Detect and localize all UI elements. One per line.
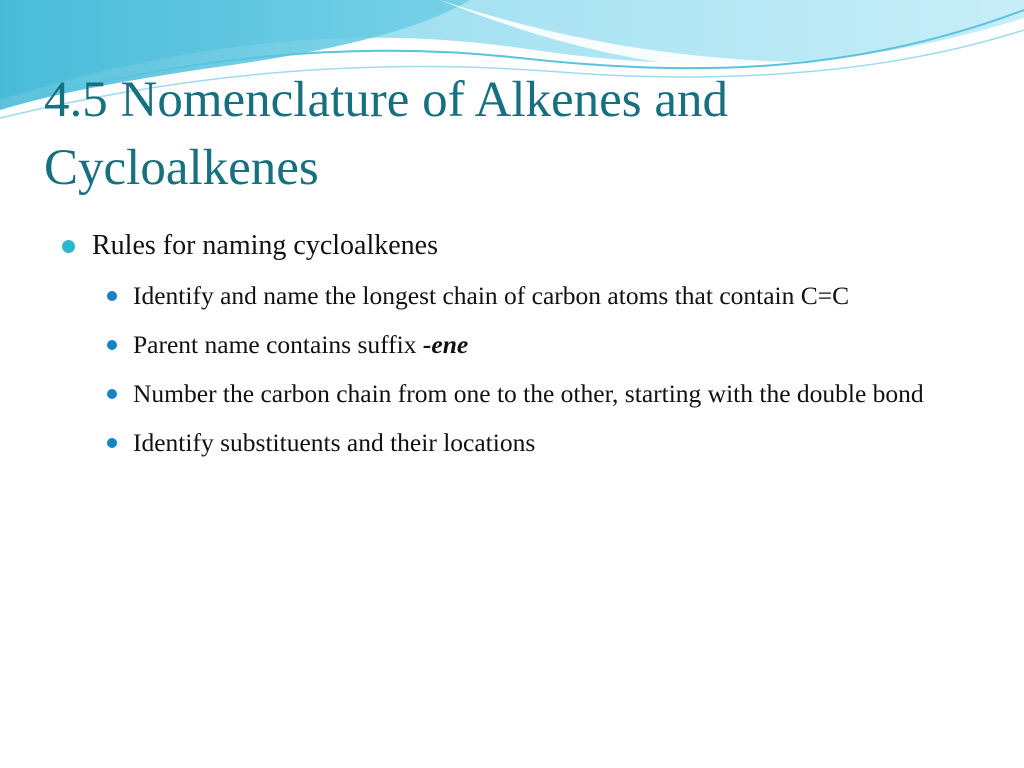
suffix-emphasis: -ene xyxy=(422,330,469,359)
bullet-dot-icon xyxy=(107,389,117,399)
sub-bullet-list xyxy=(104,276,962,463)
bullet-list xyxy=(62,226,962,472)
sub-bullet-identify-substituents xyxy=(104,423,962,463)
sub-bullet-number-chain xyxy=(104,374,962,414)
bullet-dot-icon xyxy=(62,240,75,253)
sub-bullet-text: Parent name contains suffix xyxy=(133,330,423,359)
bullet-dot-icon xyxy=(107,340,117,350)
bullet-text: Rules for naming cycloalkenes xyxy=(92,230,439,261)
sub-bullet-text: Identify and name the longest chain of carbon atoms that contain C=C xyxy=(133,281,850,310)
bullet-rules-for-naming xyxy=(62,226,962,266)
sub-bullet-identify-chain xyxy=(104,276,962,316)
sub-bullet-parent-name xyxy=(104,325,962,365)
sub-bullet-text: Identify substituents and their locations xyxy=(133,428,536,457)
slide-title: 4.5 Nomenclature of Alkenes and Cycloalkenes xyxy=(44,72,729,196)
bullet-dot-icon xyxy=(107,291,117,301)
sub-bullet-text: Number the carbon chain from one to the other, starting with the double bond xyxy=(133,379,924,408)
bullet-dot-icon xyxy=(107,438,117,448)
